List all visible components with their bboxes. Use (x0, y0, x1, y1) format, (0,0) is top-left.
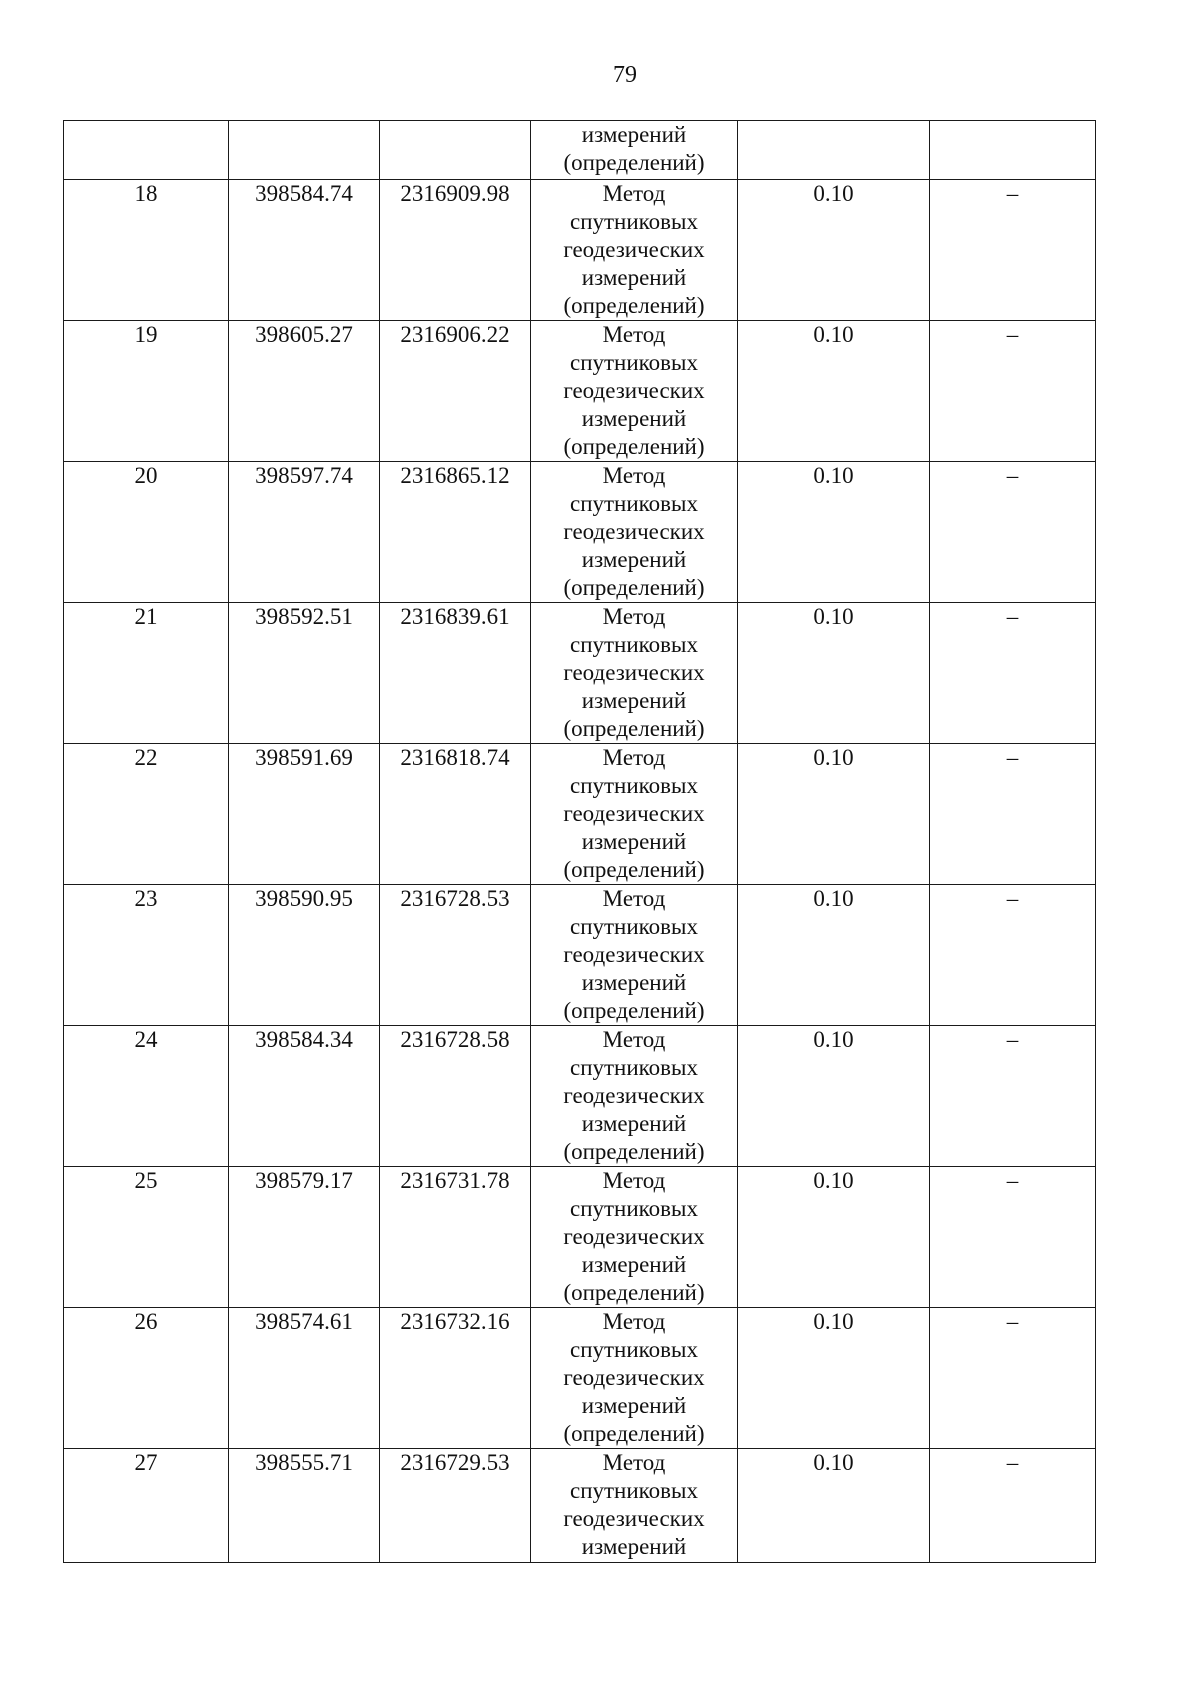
table-row (64, 885, 1096, 1026)
method-line: Метод (602, 1027, 666, 1052)
cell-x: 398574.61 (229, 1308, 380, 1449)
method-line: (определений) (563, 293, 705, 318)
cell-x: 398584.34 (229, 1026, 380, 1167)
cell-method (531, 1449, 738, 1563)
page-number: 79 (613, 62, 637, 88)
method-line: спутниковых (569, 1055, 698, 1080)
method-line: (определений) (563, 150, 705, 175)
cell-point-number: 20 (64, 462, 229, 603)
cell-accuracy: 0.10 (738, 321, 930, 462)
cell-note: – (930, 1167, 1096, 1308)
method-line: Метод (602, 181, 666, 206)
method-line: геодезических (563, 660, 705, 685)
cell-accuracy: 0.10 (738, 462, 930, 603)
cell-accuracy: 0.10 (738, 603, 930, 744)
cell-y: 2316818.74 (380, 744, 531, 885)
cell-accuracy: 0.10 (738, 885, 930, 1026)
method-line: измерений (581, 1393, 687, 1418)
method-line: Метод (602, 886, 666, 911)
cell-method (531, 180, 738, 321)
table-row (64, 180, 1096, 321)
method-line: Метод (602, 322, 666, 347)
table-row (64, 1449, 1096, 1563)
cell-y: 2316731.78 (380, 1167, 531, 1308)
cell-y: 2316728.53 (380, 885, 531, 1026)
cell-point-number: 25 (64, 1167, 229, 1308)
method-line: спутниковых (569, 1196, 698, 1221)
method-line: спутниковых (569, 914, 698, 939)
cell-y: 2316865.12 (380, 462, 531, 603)
cell-note (930, 121, 1096, 180)
cell-y: 2316732.16 (380, 1308, 531, 1449)
table-row (64, 462, 1096, 603)
method-line: (определений) (563, 1139, 705, 1164)
cell-x: 398597.74 (229, 462, 380, 603)
method-line: Метод (602, 1450, 666, 1475)
table-row (64, 321, 1096, 462)
cell-accuracy: 0.10 (738, 744, 930, 885)
cell-method (531, 321, 738, 462)
method-line: Метод (602, 604, 666, 629)
table-row (64, 1308, 1096, 1449)
cell-method (531, 462, 738, 603)
cell-method (531, 1167, 738, 1308)
method-line: (определений) (563, 575, 705, 600)
cell-point-number: 21 (64, 603, 229, 744)
method-line: измерений (581, 1111, 687, 1136)
cell-y: 2316906.22 (380, 321, 531, 462)
cell-y: 2316909.98 (380, 180, 531, 321)
cell-accuracy (738, 121, 930, 180)
cell-point-number: 19 (64, 321, 229, 462)
coordinates-table-body (64, 121, 1096, 1563)
method-line: геодезических (563, 942, 705, 967)
method-line: геодезических (563, 1224, 705, 1249)
method-line: Метод (602, 745, 666, 770)
cell-x: 398592.51 (229, 603, 380, 744)
method-line: (определений) (563, 1280, 705, 1305)
method-line: измерений (581, 406, 687, 431)
method-line: (определений) (563, 434, 705, 459)
method-line: спутниковых (569, 632, 698, 657)
cell-x: 398579.17 (229, 1167, 380, 1308)
table-row (64, 744, 1096, 885)
method-line: (определений) (563, 1421, 705, 1446)
method-line: геодезических (563, 1506, 705, 1531)
cell-method (531, 603, 738, 744)
cell-x (229, 121, 380, 180)
cell-point-number: 27 (64, 1449, 229, 1563)
method-line: спутниковых (569, 209, 698, 234)
method-line: спутниковых (569, 773, 698, 798)
method-line: геодезических (563, 801, 705, 826)
method-line: Метод (602, 1309, 666, 1334)
coordinates-table (63, 120, 1096, 1563)
method-line: (определений) (563, 998, 705, 1023)
cell-method (531, 1308, 738, 1449)
method-line: измерений (581, 122, 687, 147)
method-line: измерений (581, 547, 687, 572)
cell-note: – (930, 603, 1096, 744)
method-line: геодезических (563, 1083, 705, 1108)
cell-x: 398591.69 (229, 744, 380, 885)
method-line: геодезических (563, 1365, 705, 1390)
method-line: измерений (581, 688, 687, 713)
cell-note: – (930, 321, 1096, 462)
cell-y: 2316728.58 (380, 1026, 531, 1167)
cell-y (380, 121, 531, 180)
method-line: Метод (602, 1168, 666, 1193)
cell-note: – (930, 1308, 1096, 1449)
method-line: (определений) (563, 857, 705, 882)
cell-accuracy: 0.10 (738, 1449, 930, 1563)
cell-point-number: 26 (64, 1308, 229, 1449)
cell-note: – (930, 462, 1096, 603)
cell-accuracy: 0.10 (738, 180, 930, 321)
method-line: Метод (602, 463, 666, 488)
table-row (64, 1026, 1096, 1167)
cell-point-number: 18 (64, 180, 229, 321)
method-line: измерений (581, 1252, 687, 1277)
method-line: спутниковых (569, 491, 698, 516)
cell-note: – (930, 1449, 1096, 1563)
cell-x: 398605.27 (229, 321, 380, 462)
method-line: измерений (581, 829, 687, 854)
cell-x: 398590.95 (229, 885, 380, 1026)
cell-accuracy: 0.10 (738, 1308, 930, 1449)
cell-method (531, 885, 738, 1026)
cell-method (531, 121, 738, 180)
cell-point-number: 23 (64, 885, 229, 1026)
cell-note: – (930, 885, 1096, 1026)
cell-point-number: 22 (64, 744, 229, 885)
cell-note: – (930, 1026, 1096, 1167)
method-line: (определений) (563, 716, 705, 741)
cell-x: 398555.71 (229, 1449, 380, 1563)
cell-method (531, 1026, 738, 1167)
method-line: геодезических (563, 378, 705, 403)
cell-point-number: 24 (64, 1026, 229, 1167)
method-line: спутниковых (569, 350, 698, 375)
method-line: геодезических (563, 519, 705, 544)
table-row (64, 603, 1096, 744)
cell-method (531, 744, 738, 885)
cell-y: 2316729.53 (380, 1449, 531, 1563)
method-line: спутниковых (569, 1478, 698, 1503)
table-row-continuation (64, 121, 1096, 180)
cell-note: – (930, 744, 1096, 885)
cell-y: 2316839.61 (380, 603, 531, 744)
method-line: измерений (581, 1534, 687, 1559)
method-line: геодезических (563, 237, 705, 262)
cell-x: 398584.74 (229, 180, 380, 321)
cell-point-number (64, 121, 229, 180)
cell-note: – (930, 180, 1096, 321)
method-line: спутниковых (569, 1337, 698, 1362)
cell-accuracy: 0.10 (738, 1167, 930, 1308)
cell-accuracy: 0.10 (738, 1026, 930, 1167)
table-row (64, 1167, 1096, 1308)
method-line: измерений (581, 265, 687, 290)
method-line: измерений (581, 970, 687, 995)
